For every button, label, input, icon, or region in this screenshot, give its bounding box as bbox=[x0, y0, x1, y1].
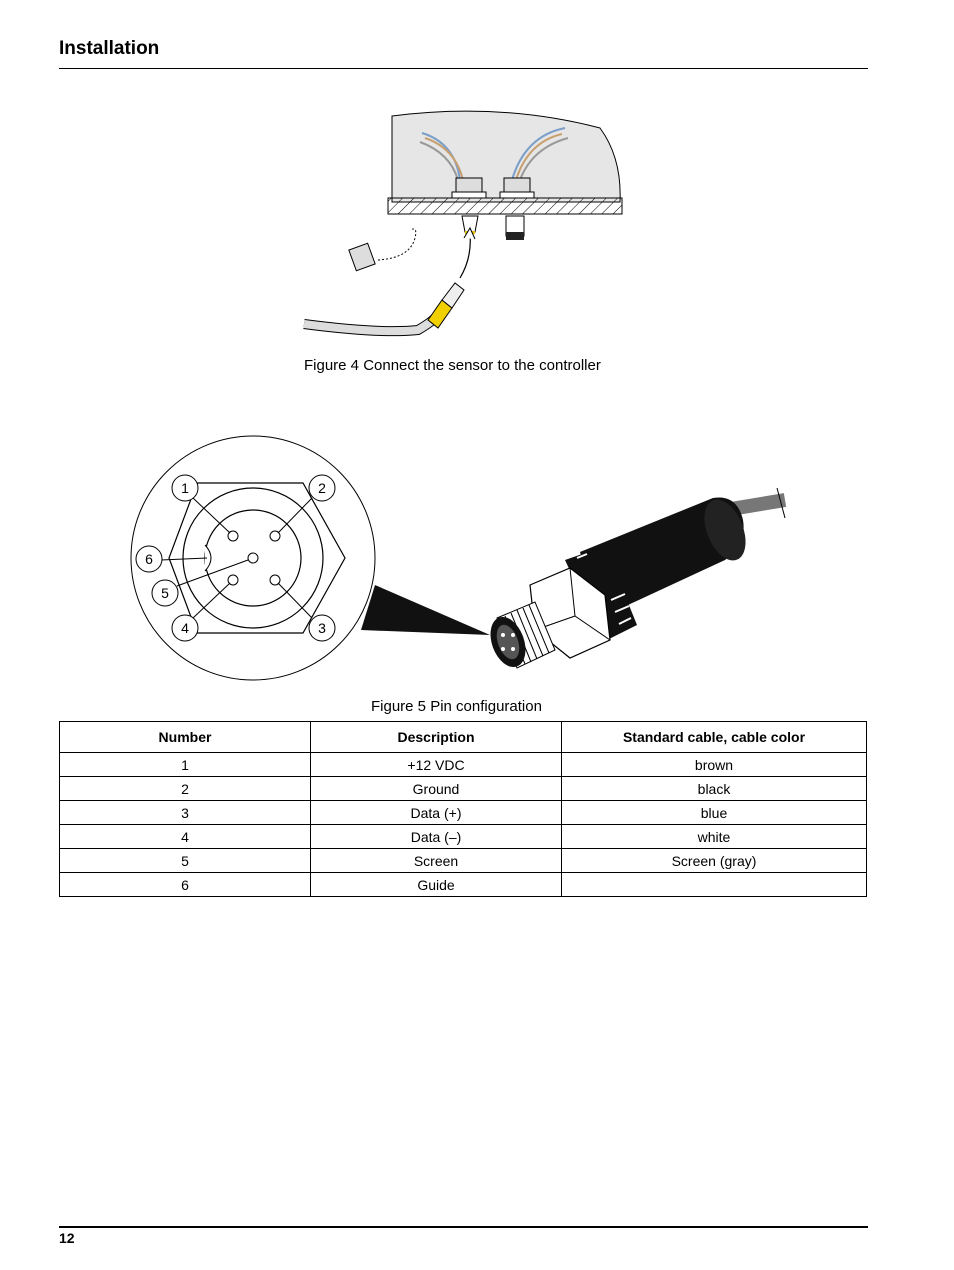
section-title: Installation bbox=[59, 38, 160, 59]
table-header-row bbox=[60, 722, 867, 753]
cell-number: 2 bbox=[60, 777, 311, 801]
cell-number: 1 bbox=[60, 753, 311, 777]
cell-description: +12 VDC bbox=[311, 753, 562, 777]
callout-label-1: 1 bbox=[181, 480, 189, 496]
cell-number: 4 bbox=[60, 825, 311, 849]
header-cable-color: Standard cable, cable color bbox=[562, 722, 867, 753]
pin-configuration-table bbox=[59, 721, 867, 897]
cell-cable-color: brown bbox=[562, 753, 867, 777]
cell-cable-color: black bbox=[562, 777, 867, 801]
header-rule bbox=[59, 68, 868, 69]
callout-label-4: 4 bbox=[181, 620, 189, 636]
cell-number: 5 bbox=[60, 849, 311, 873]
table-row bbox=[60, 873, 867, 897]
cell-description: Data (–) bbox=[311, 825, 562, 849]
cell-description: Data (+) bbox=[311, 801, 562, 825]
table-row bbox=[60, 801, 867, 825]
figure-4-caption: Figure 4 Connect the sensor to the controller bbox=[304, 357, 601, 374]
cell-description: Screen bbox=[311, 849, 562, 873]
cell-cable-color: Screen (gray) bbox=[562, 849, 867, 873]
cell-cable-color bbox=[562, 873, 867, 897]
callout-label-6: 6 bbox=[145, 551, 153, 567]
callout-label-5: 5 bbox=[161, 585, 169, 601]
page-number: 12 bbox=[59, 1230, 75, 1246]
table-row bbox=[60, 825, 867, 849]
cell-cable-color: white bbox=[562, 825, 867, 849]
figure-5-caption: Figure 5 Pin configuration bbox=[371, 698, 542, 715]
cell-description: Guide bbox=[311, 873, 562, 897]
footer-rule bbox=[59, 1226, 868, 1228]
table-row bbox=[60, 777, 867, 801]
pin-5 bbox=[248, 553, 258, 563]
cell-description: Ground bbox=[311, 777, 562, 801]
callout-label-3: 3 bbox=[318, 620, 326, 636]
figure-4-illustration bbox=[300, 108, 630, 348]
header-description: Description bbox=[311, 722, 562, 753]
table-row bbox=[60, 753, 867, 777]
header-number: Number bbox=[60, 722, 311, 753]
cell-number: 3 bbox=[60, 801, 311, 825]
figure-5-illustration bbox=[125, 430, 805, 690]
table-row bbox=[60, 849, 867, 873]
cell-cable-color: blue bbox=[562, 801, 867, 825]
callout-label-2: 2 bbox=[318, 480, 326, 496]
cell-number: 6 bbox=[60, 873, 311, 897]
